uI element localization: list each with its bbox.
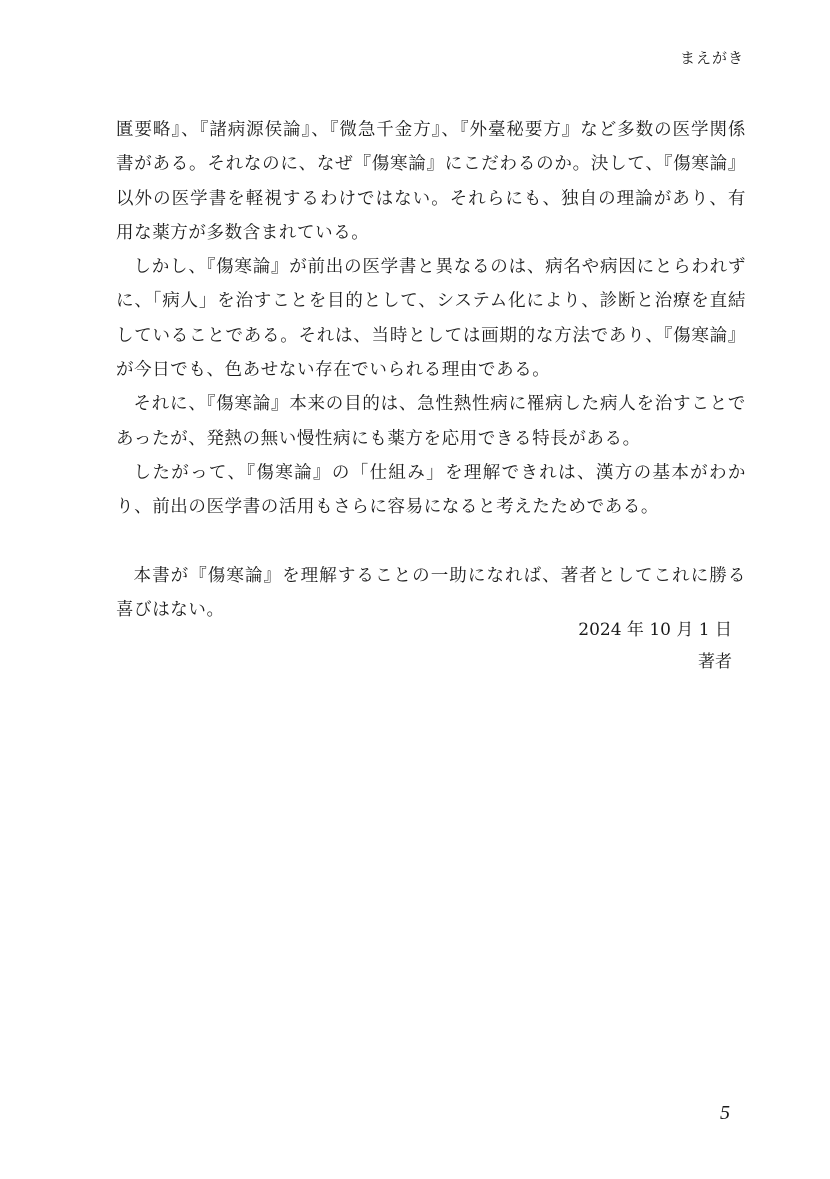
running-header: まえがき [679,49,744,67]
paragraph-continuation: 匱要略』、『諸病源侯論』、『微急千金方』、『外臺秘要方』など多数の医学関係書がある。それなのに、なぜ『傷寒論』にこだわるのか。決して、『傷寒論』以外の医学書を軽視するわけではない。それらにも、独自の理論があり、有用な薬方が多数含まれている。 [116,120,746,243]
paragraph: したがって、『傷寒論』の「仕組み」を理解できれは、漢方の基本がわかり、前出の医学書の活用もさらに容易になると考えたためである。 [116,462,746,518]
body-text [116,113,746,627]
paragraph: それに、『傷寒論』本来の目的は、急性熱性病に罹病した病人を治すことであったが、発熱の無い慢性病にも薬方を応用できる特長がある。 [116,394,746,449]
signature-author: 著者 [698,652,732,672]
page-number: 5 [720,1102,730,1124]
closing-paragraph: 本書が『傷寒論』を理解することの一助になれば、著者としてこれに勝る喜びはない。 [116,565,746,620]
signature-block [578,614,732,678]
signature-date: 2024 年 10 月 1 日 [578,620,732,640]
paragraph: しかし、『傷寒論』が前出の医学書と異なるのは、病名や病因にとらわれずに、「病人」を治すことを目的として、システム化により、診断と治療を直結していることである。それは、当時としては画期的な方法であり、『傷寒論』が今日でも、色あせない存在でいられる理由である。 [116,257,746,381]
